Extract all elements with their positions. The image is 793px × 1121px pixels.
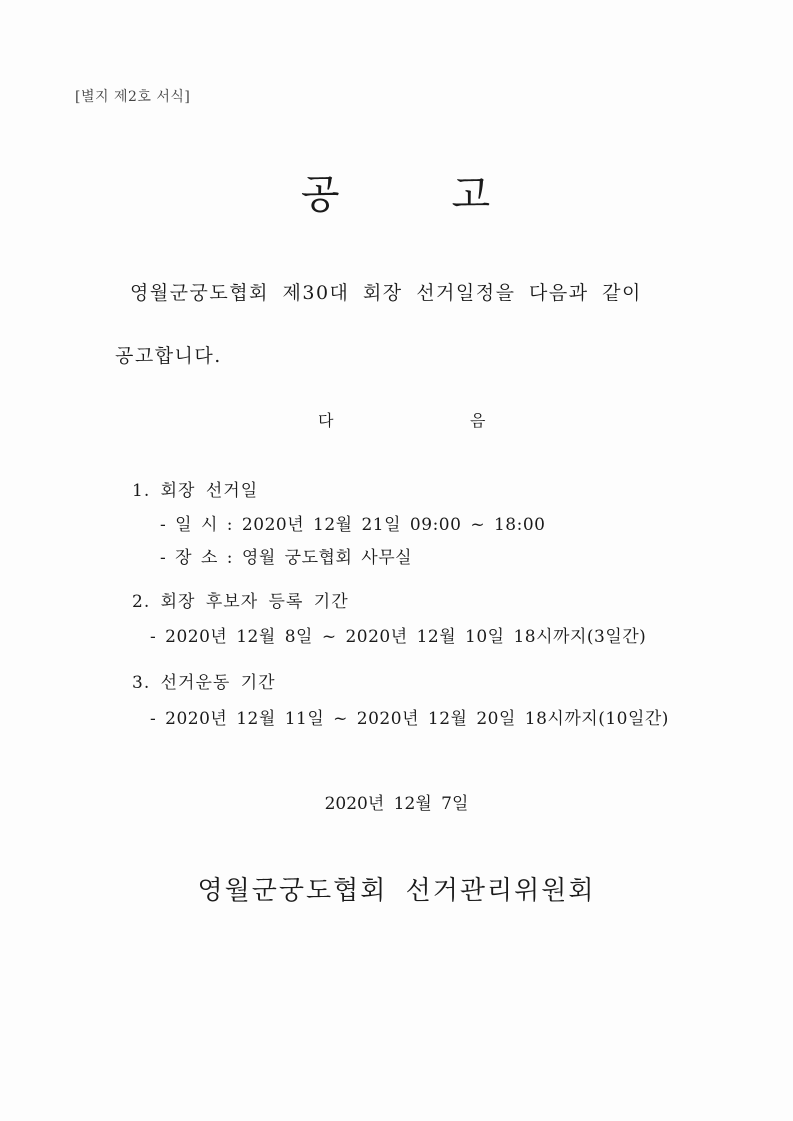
title-char-1: 공: [300, 172, 342, 218]
notice-date: 2020년 12월 7일: [324, 794, 469, 814]
intro-line-1: 영월군궁도협회 제30대 회장 선거일정을 다음과 같이: [130, 282, 642, 304]
organization-name: 영월군궁도협회 선거관리위원회: [197, 876, 596, 906]
section-3-line-1: - 2020년 12월 11일 ~ 2020년 12월 20일 18시까지(10일간): [150, 709, 669, 729]
section-3-title: 3. 선거운동 기간: [132, 673, 276, 693]
section-1-line-2: - 장 소 : 영월 궁도협회 사무실: [160, 548, 413, 568]
heading-eum: 음: [470, 411, 486, 430]
form-label: [별지 제2호 서식]: [75, 89, 191, 105]
section-1-line-1: - 일 시 : 2020년 12월 21일 09:00 ~ 18:00: [160, 515, 546, 535]
section-2-line-1: - 2020년 12월 8일 ~ 2020년 12월 10일 18시까지(3일간): [150, 627, 647, 647]
section-1-title: 1. 회장 선거일: [132, 481, 259, 501]
page-title: [0, 163, 793, 220]
intro-line-2: 공고합니다.: [115, 345, 222, 367]
section-2-title: 2. 회장 후보자 등록 기간: [132, 592, 349, 612]
title-char-2: 고: [451, 172, 493, 218]
heading-da: 다: [318, 411, 334, 430]
